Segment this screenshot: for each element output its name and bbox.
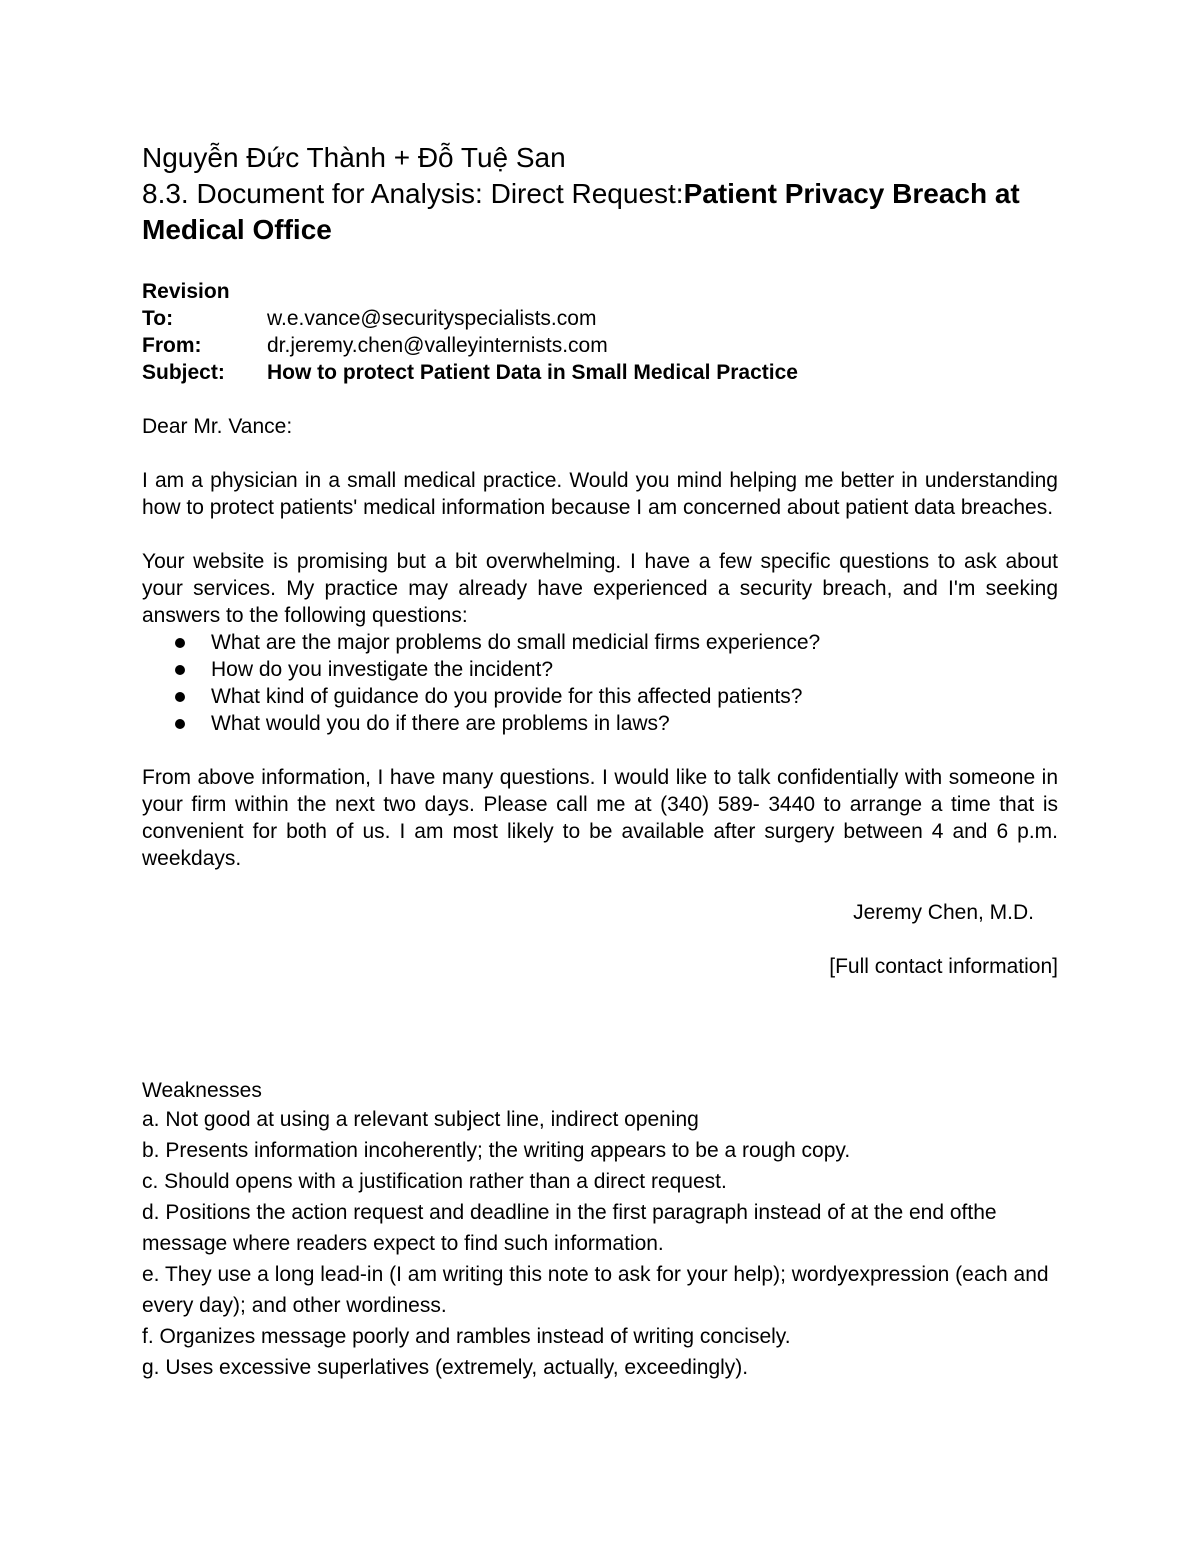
to-label: To: [142, 307, 174, 330]
memo-to-row [142, 305, 1058, 332]
title-bold: Patient Privacy Breach at Medical Office [142, 178, 1020, 245]
weaknesses-heading: Weaknesses [142, 1079, 262, 1102]
subject-value: How to protect Patient Data in Small Medical Practice [267, 361, 798, 384]
document-title [142, 176, 1058, 248]
memo-subject-row [142, 359, 1058, 386]
list-item: What would you do if there are problems in laws? [142, 710, 1058, 737]
memo-from-row [142, 332, 1058, 359]
salutation: Dear Mr. Vance: [142, 415, 293, 438]
list-item: What are the major problems do small medicial firms experience? [142, 629, 1058, 656]
list-item: e. They use a long lead-in (I am writing this note to ask for your help); wordyexpression (each and every day); and other wordiness. [142, 1263, 1049, 1317]
subject-label: Subject: [142, 361, 225, 384]
title-plain: 8.3. Document for Analysis: Direct Request: [142, 178, 684, 209]
list-item: How do you investigate the incident? [142, 656, 1058, 683]
paragraph-1: I am a physician in a small medical practice. Would you mind helping me better in understanding how to protect patients' medical information because I am concerned about patient data breaches. [142, 469, 1058, 519]
bullet-icon [175, 638, 185, 648]
from-value: dr.jeremy.chen@valleyinternists.com [267, 334, 608, 357]
list-item: What kind of guidance do you provide for this affected patients? [142, 683, 1058, 710]
revision-label: Revision [142, 280, 230, 303]
authors-line: Nguyễn Đức Thành + Đỗ Tuệ San [142, 142, 566, 173]
list-item: g. Uses excessive superlatives (extremely, actually, exceedingly). [142, 1356, 749, 1379]
list-item: d. Positions the action request and deadline in the first paragraph instead of at the end ofthe message where readers expect to find such information. [142, 1201, 997, 1255]
list-item: b. Presents information incoherently; the writing appears to be a rough copy. [142, 1139, 851, 1162]
bullet-icon [175, 692, 185, 702]
paragraph-2: Your website is promising but a bit overwhelming. I have a few specific questions to ask about your services. My practice may already have experienced a security breach, and I'm seeking answers to the following questions: [142, 550, 1058, 627]
paragraph-3: From above information, I have many questions. I would like to talk confidentially with someone in your firm within the next two days. Please call me at (340) 589- 3440 to arrange a time that is convenient for both of us. I am most likely to be available after surgery between 4 and 6 p.m. weekdays. [142, 766, 1058, 870]
signature: Jeremy Chen, M.D. [853, 901, 1034, 924]
to-value: w.e.vance@securityspecialists.com [267, 307, 597, 330]
document-page [142, 140, 1058, 1383]
bullet-icon [175, 665, 185, 675]
weaknesses-section [142, 1077, 1058, 1383]
bullet-icon [175, 719, 185, 729]
question-list [142, 629, 1058, 737]
list-item: f. Organizes message poorly and rambles instead of writing concisely. [142, 1325, 791, 1348]
list-item: c. Should opens with a justification rather than a direct request. [142, 1170, 727, 1193]
from-label: From: [142, 334, 202, 357]
contact-placeholder: [Full contact information] [829, 955, 1058, 978]
list-item: a. Not good at using a relevant subject line, indirect opening [142, 1108, 699, 1131]
